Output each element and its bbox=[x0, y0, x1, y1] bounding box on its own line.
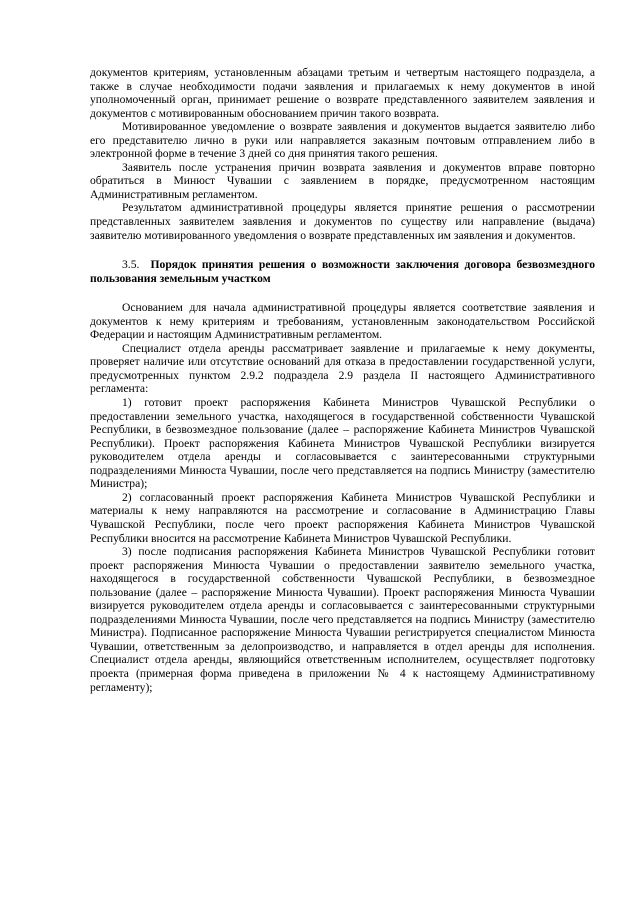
section-title: Порядок принятия решения о возможности заключения договора безвозмездного пользования земельным участком bbox=[90, 258, 596, 285]
paragraph-procedure-result: Результатом административной процедуры является принятие решения о рассмотрении представленных заявителем заявления и документов по существу или направление (выдача) заявителю мотивированного уведомления о возврате представленных им заявления и документов. bbox=[90, 201, 595, 242]
section-heading bbox=[90, 258, 595, 285]
list-item-1: 1) готовит проект распоряжения Кабинета Министров Чувашской Республики о предоставлении земельного участка, находящегося в государственной собственности Чувашской Республики, в безвозмездное пользование (далее – распоряжение Кабинета Министров Чувашской Республики). Проект распоряжения Кабинета Министров Чувашской Республики визируется руководителем отдела аренды и согласовывается с заинтересованными структурными подразделениями Минюста Чувашии, после чего представляется на подпись Министру (заместителю Министра); bbox=[90, 396, 595, 491]
paragraph-continuation: документов критериям, установленным абзацами третьим и четвертым настоящего подраздела, а также в случае необходимости подачи заявления и прилагаемых к нему документов в иной уполномоченный орган, принимает решение о возврате представленного заявителем заявления и документов с мотивированным обоснованием причин такого возврата. bbox=[90, 66, 595, 120]
list-item-3: 3) после подписания распоряжения Кабинета Министров Чувашской Республики готовит проект распоряжения Минюста Чувашии о предоставлении заявителю земельного участка, находящегося в государственной собственности Чувашской Республики, в безвозмездное пользование (далее – распоряжение Минюста Чувашии). Проект распоряжения Минюста Чувашии визируется руководителем отдела аренды и согласовывается с заинтересованными структурными подразделениями Минюста Чувашии, после чего представляется на подпись Министру (заместителю Министра). Подписанное распоряжение Минюста Чувашии регистрируется специалистом Минюста Чувашии, ответственным за делопроизводство, и направляется в отдел аренды для исполнения. Специалист отдела аренды, являющийся ответственным исполнителем, осуществляет подготовку проекта (примерная форма приведена в приложении № 4 к настоящему Административному регламенту); bbox=[90, 545, 595, 694]
paragraph-specialist-review: Специалист отдела аренды рассматривает заявление и прилагаемые к нему документы, проверяет наличие или отсутствие оснований для отказа в предоставлении государственной услуги, предусмотренных пунктом 2.9.2 подраздела 2.9 раздела II настоящего Административного регламента: bbox=[90, 341, 595, 396]
section-number: 3.5. bbox=[122, 258, 140, 272]
paragraph-notice-delivery: Мотивированное уведомление о возврате заявления и документов выдается заявителю либо его представителю лично в руки или направляется заказным почтовым отправлением либо в электронной форме в течение 3 дней со дня принятия такого решения. bbox=[90, 120, 595, 161]
paragraph-reapply: Заявитель после устранения причин возврата заявления и документов вправе повторно обратиться в Минюст Чувашии с заявлением в порядке, предусмотренном настоящим Административным регламентом. bbox=[90, 160, 595, 201]
paragraph-basis: Основанием для начала административной процедуры является соответствие заявления и документов к нему критериям и требованиям, установленным законодательством Российской Федерации и настоящим Административным регламентом. bbox=[90, 301, 595, 342]
list-item-2: 2) согласованный проект распоряжения Кабинета Министров Чувашской Республики и материалы к нему направляются на рассмотрение и согласование в Администрацию Главы Чувашской Республики, после чего проект распоряжения Кабинета Министров Чувашской Республики вносится на рассмотрение Кабинета Министров Чувашской Республики. bbox=[90, 490, 595, 545]
document-page bbox=[90, 66, 595, 694]
